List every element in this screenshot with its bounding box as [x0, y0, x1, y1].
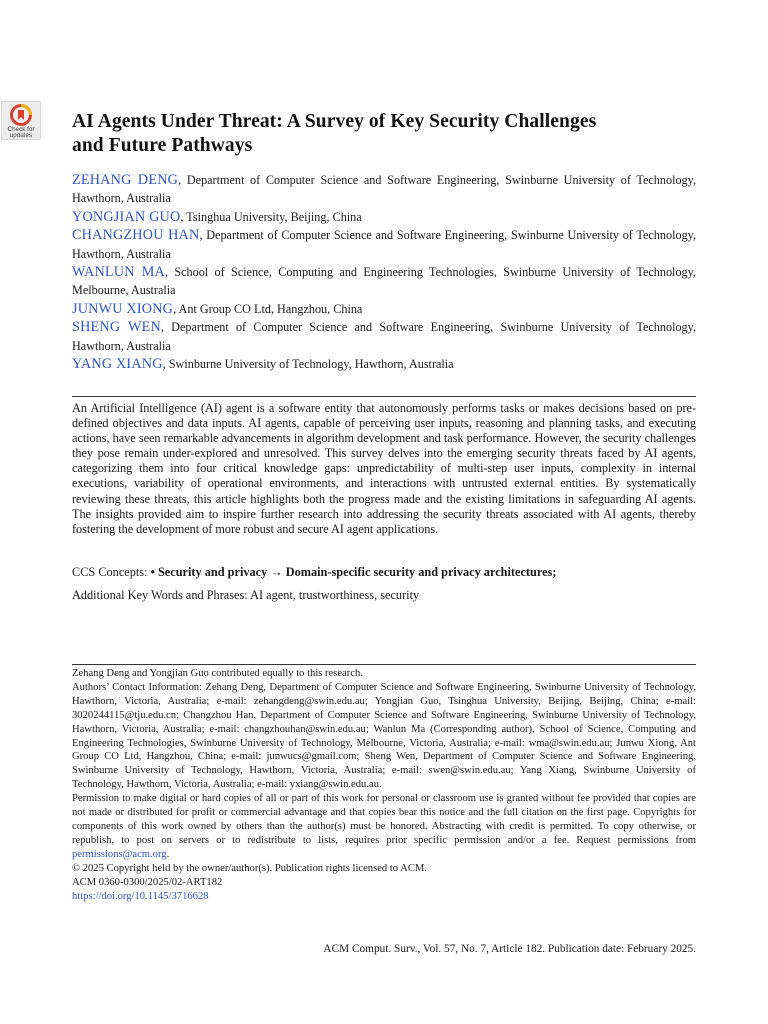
permission-text: Permission to make digital or hard copies of all or part of this work for personal or classroom use is granted without fee provided that copies are not made or distributed for profit or commercial advantage and that copies bear this notice and the full citation on the first page. Copyrights for components of this work owned by others than the author(s) must be honored. Abstracting with credit is permitted. To copy otherwise, or republish, to post on servers or to redistribute to lists, requires prior specific permission and/or a fee. Request permissions from: [72, 793, 696, 846]
author-entry: [72, 300, 696, 318]
ccs-label: CCS Concepts:: [72, 565, 151, 579]
abstract: An Artificial Intelligence (AI) agent is a software entity that autonomously performs tasks or makes decisions based on pre-defined objectives and data inputs. AI agents, capable of perceiving user inputs, reasoning and planning tasks, and executing actions, have seen remarkable advancements in algorithm development and task performance. However, the security challenges they pose remain under-explored and unresolved. This survey delves into the emerging security threats faced by AI agents, categorizing them into four critical knowledge gaps: unpredictability of multi-step user inputs, complexity in internal executions, variability of operational environments, and interactions with untrusted external entities. By systematically reviewing these threats, this article highlights both the progress made and the existing limitations in safeguarding AI agents. The insights provided aim to inspire further research into addressing the security threats associated with AI agents, thereby fostering the development of more robust and secure AI agent applications.: [72, 401, 696, 536]
author-entry: [72, 318, 696, 355]
ccs-concepts: [72, 564, 696, 580]
author-affiliation: , Ant Group CO Ltd, Hangzhou, China: [173, 301, 363, 316]
badge-line-2: updates: [9, 132, 33, 139]
author-name: YONGJIAN GUO: [72, 208, 181, 225]
contribution-note: Zehang Deng and Yongjian Guo contributed equally to this research.: [72, 668, 363, 679]
permission-notice: [72, 792, 696, 862]
author-list: [72, 171, 696, 373]
badge-line-1: Check for: [7, 126, 35, 133]
ccs-bullet: •: [150, 565, 155, 579]
author-name: SHENG WEN: [72, 319, 161, 336]
key-words: Additional Key Words and Phrases: AI agent, trustworthiness, security: [72, 588, 420, 602]
first-page-notes: [72, 667, 696, 903]
author-name: ZEHANG DENG: [72, 172, 179, 188]
footnote-rule: [72, 664, 696, 665]
badge-label: [2, 127, 40, 139]
author-name: CHANGZHOU HAN: [72, 227, 200, 244]
check-for-updates-icon: [10, 104, 32, 126]
permission-end: .: [166, 848, 170, 860]
author-affiliation: , Department of Computer Science and Software Engineering, Swinburne University of Technology, Hawthorn, Australia: [72, 228, 697, 261]
contact-information: Authors’ Contact Information: Zehang Deng, Department of Computer Science and Software Engineering, Swinburne University of Technology, Hawthorn, Victoria, Australia; e-mail: zehangdeng@swin.edu.au; Yongjian Guo, Tsinghua University, Beijing, Beijing, China; e-mail: 3020244115@tju.edu.cn; Changzhou Han, Department of Computer Science and Software Engineering, Swinburne University of Technology, Hawthorn, Victoria, Australia; e-mail: changzhouhan@swin.edu.au; Wanlun Ma (Corresponding author), School of Science, Computing and Engineering Technologies, Swinburne University of Technology, Melbourne, Victoria, Australia; e-mail: wma@swin.edu.au; Junwu Xiong, Ant Group CO Ltd, Hangzhou, China; e-mail: junwucs@gmail.com; Sheng Wen, Department of Computer Science and Software Engineering, Swinburne University of Technology, Hawthorn, Victoria, Australia; e-mail: swen@swin.edu.au; Yang Xiang, Swinburne University of Technology, Hawthorn, Victoria, Australia; e-mail: yxiang@swin.edu.au.: [72, 681, 696, 791]
author-affiliation: , Tsinghua University, Beijing, China: [180, 209, 362, 224]
author-name: JUNWU XIONG: [72, 300, 174, 317]
check-for-updates-badge[interactable]: [1, 101, 41, 140]
author-affiliation: , Swinburne University of Technology, Hawthorn, Australia: [162, 357, 454, 372]
author-name: YANG XIANG: [72, 356, 163, 373]
author-entry: [72, 355, 696, 373]
author-affiliation: , Department of Computer Science and Software Engineering, Swinburne University of Technology, Hawthorn, Australia: [72, 320, 697, 353]
abstract-top-rule: [72, 396, 696, 397]
copyright-line: © 2025 Copyright held by the owner/author(s). Publication rights licensed to ACM.: [72, 862, 427, 874]
author-affiliation: , School of Science, Computing and Engineering Technologies, Swinburne University of Technology, Melbourne, Australia: [72, 265, 696, 298]
ccs-concept: Security and privacy → Domain-specific security and privacy architectures;: [154, 565, 557, 579]
permissions-email-link[interactable]: permissions@acm.org: [72, 848, 167, 860]
author-entry: [72, 171, 696, 208]
author-entry: [72, 263, 696, 300]
running-footer: ACM Comput. Surv., Vol. 57, No. 7, Article 182. Publication date: February 2025.: [323, 943, 696, 955]
author-affiliation: , Department of Computer Science and Software Engineering, Swinburne University of Technology, Hawthorn, Australia: [72, 173, 697, 206]
author-name: WANLUN MA: [72, 264, 165, 281]
paper-title: AI Agents Under Threat: A Survey of Key Security Challenges and Future Pathways: [72, 111, 597, 156]
doi-link[interactable]: https://doi.org/10.1145/3716628: [72, 890, 209, 902]
issn-line: ACM 0360-0300/2025/02-ART182: [72, 876, 223, 888]
author-entry: [72, 226, 696, 263]
author-entry: [72, 208, 696, 226]
